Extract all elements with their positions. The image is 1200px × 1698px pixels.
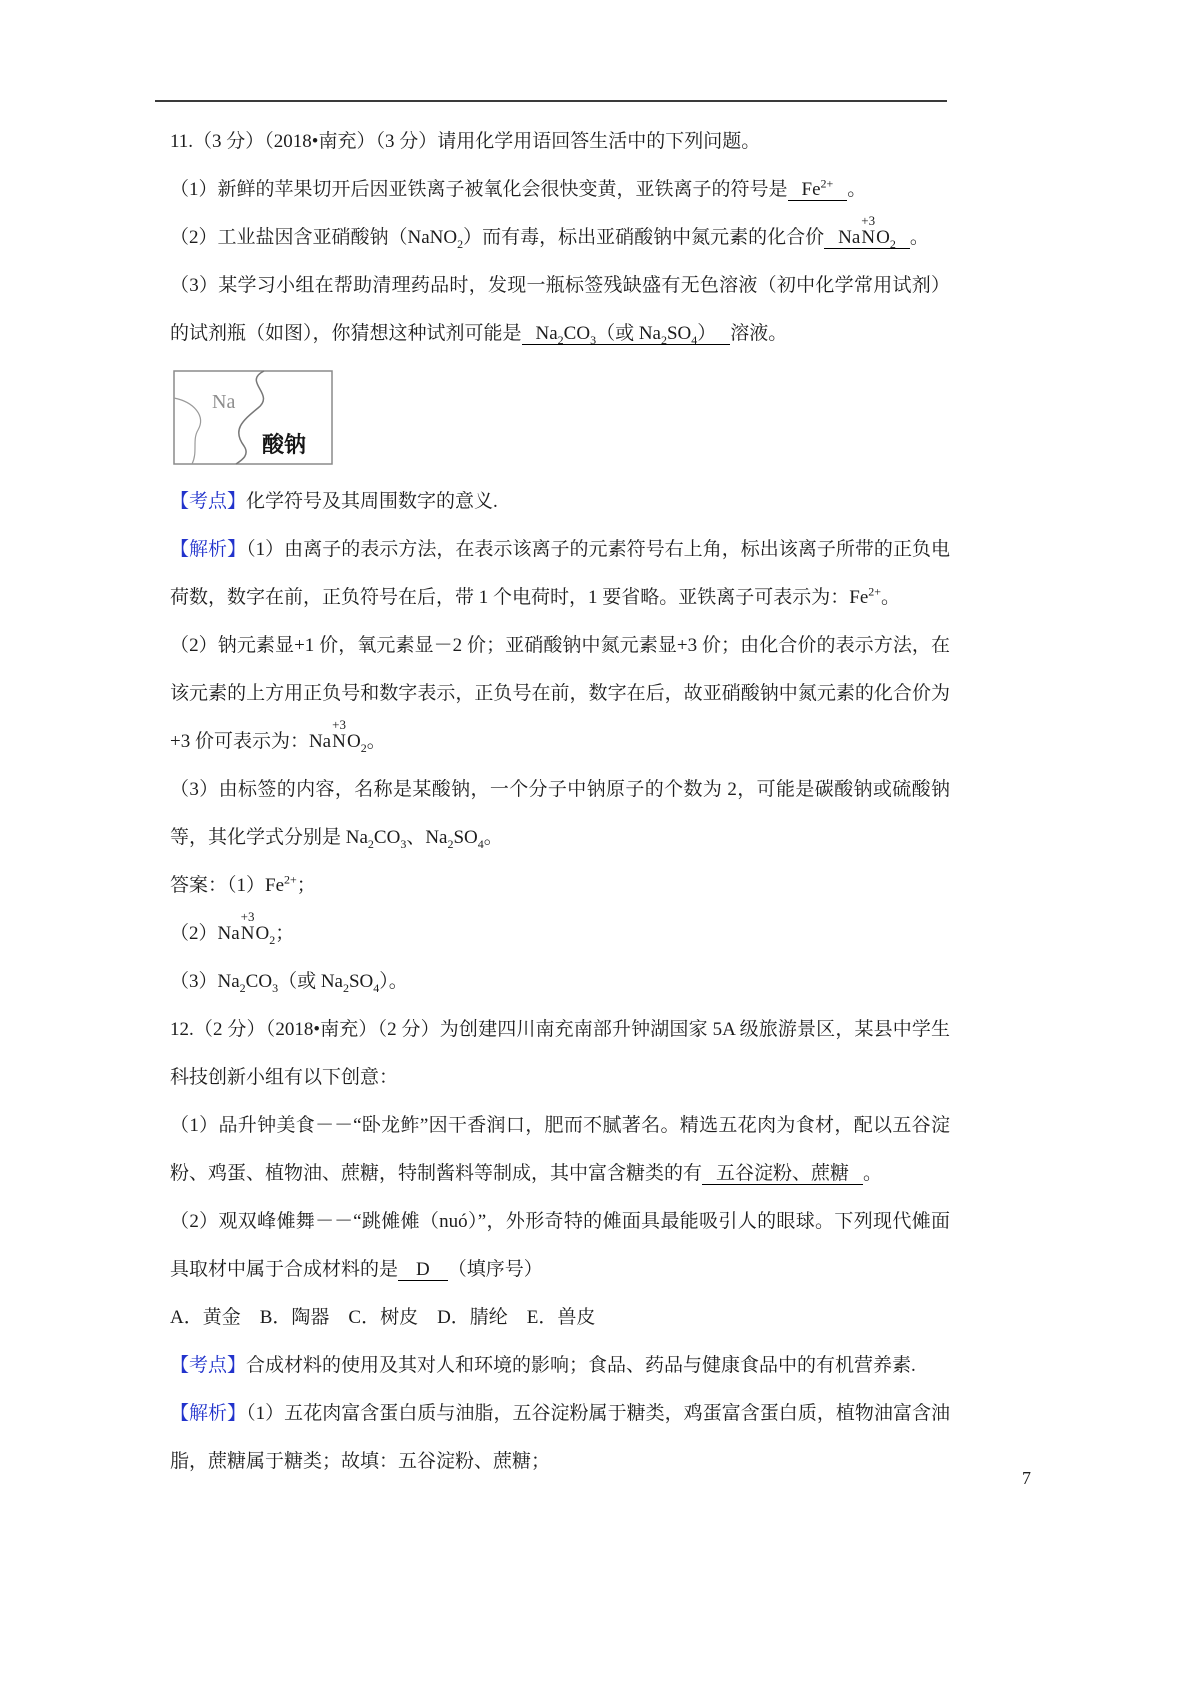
text-run: （3）某学习小组在帮助清理药品时，发现一瓶标签残缺盛有无色溶液（初中化学常用试剂）的试剂瓶（如图），你猜想这种试剂可能是 bbox=[170, 275, 950, 344]
q11-item3 bbox=[170, 262, 950, 358]
q11-jiexi-1 bbox=[170, 526, 950, 622]
text-run: 合成材料的使用及其对人和环境的影响；食品、药品与健康食品中的有机营养素. bbox=[246, 1355, 916, 1376]
text-run: （1）五花肉富含蛋白质与油脂，五谷淀粉属于糖类，鸡蛋富含蛋白质，植物油富含油脂，蔗糖属于糖类；故填：五谷淀粉、蔗糖； bbox=[170, 1403, 950, 1472]
answer-blank bbox=[398, 1259, 448, 1281]
chem-formula: CO bbox=[245, 971, 273, 992]
subscript: 2 bbox=[457, 236, 464, 251]
element-symbol: N bbox=[332, 731, 346, 752]
subscript: 3 bbox=[590, 332, 597, 347]
chem-formula: CO bbox=[563, 323, 591, 344]
chem-formula: （或 Na bbox=[278, 971, 343, 992]
answer-text: D bbox=[416, 1259, 430, 1280]
text-run: （填序号） bbox=[447, 1259, 543, 1280]
chem-formula: SO bbox=[453, 827, 478, 848]
subscript: 4 bbox=[373, 980, 380, 995]
q12-item2 bbox=[170, 1198, 950, 1294]
reagent-label-figure bbox=[172, 368, 950, 472]
q11-jiexi-3 bbox=[170, 766, 950, 862]
subscript: 4 bbox=[477, 836, 484, 851]
subscript: 2 bbox=[342, 980, 349, 995]
chem-formula: 、Na bbox=[406, 827, 448, 848]
text-run: （1）新鲜的苹果切开后因亚铁离子被氧化会很快变黄，亚铁离子的符号是 bbox=[170, 179, 788, 200]
text-run: （1）由离子的表示方法，在表示该离子的元素符号右上角，标出该离子所带的正负电荷数，数字在前，正负符号在后，带 1 个电荷时，1 要省略。亚铁离子可表示为：Fe bbox=[170, 539, 950, 608]
chem-formula: SO bbox=[666, 323, 692, 344]
valence-value: +3 bbox=[240, 909, 255, 925]
subscript: 2 bbox=[269, 932, 276, 947]
chem-formula: O bbox=[876, 227, 890, 248]
answer-text: 五谷淀粉、蔗糖 bbox=[716, 1163, 850, 1184]
text-run: ； bbox=[296, 875, 316, 896]
q12-options: A．黄金 B．陶器 C．树皮 D．腈纶 E．兽皮 bbox=[170, 1307, 596, 1328]
text-run: 化学符号及其周围数字的意义. bbox=[246, 491, 498, 512]
header-rule bbox=[155, 100, 947, 102]
q11-kaodian bbox=[170, 478, 950, 526]
subscript: 2 bbox=[889, 236, 896, 251]
subscript: 2 bbox=[367, 836, 374, 851]
jiexi-tag: 【解析】 bbox=[170, 1403, 247, 1424]
text-run: （2）Na bbox=[170, 923, 240, 944]
q11-jiexi-2 bbox=[170, 622, 950, 766]
answer-blank bbox=[702, 1163, 863, 1185]
subscript: 2 bbox=[557, 332, 564, 347]
text-run: 。 bbox=[863, 1163, 883, 1184]
answer-blank bbox=[522, 323, 731, 345]
q12-item1 bbox=[170, 1102, 950, 1198]
text-run: （1）品升钟美食－－“卧龙鲊”因干香润口，肥而不腻著名。精选五花肉为食材，配以五谷淀粉、鸡蛋、植物油、蔗糖，特制酱料等制成，其中富含糖类的有 bbox=[170, 1115, 950, 1184]
text-run: 。 bbox=[483, 827, 503, 848]
jiexi-tag: 【解析】 bbox=[170, 539, 247, 560]
q11-item1 bbox=[170, 166, 950, 214]
valence-value: +3 bbox=[861, 213, 876, 229]
subscript: 2 bbox=[660, 332, 667, 347]
text-run: 。 bbox=[847, 179, 867, 200]
chem-formula: O bbox=[346, 731, 361, 752]
q11-answer-1 bbox=[170, 862, 950, 910]
q11-answer-3 bbox=[170, 958, 950, 1006]
chem-formula: Na bbox=[535, 323, 558, 344]
text-run: 。 bbox=[366, 731, 386, 752]
text-run: 答案：（1）Fe bbox=[170, 875, 285, 896]
label-element-text: Na bbox=[212, 391, 236, 413]
label-name-text: 酸钠 bbox=[262, 432, 307, 457]
text-run: （2）工业盐因含亚硝酸钠（NaNO bbox=[170, 227, 458, 248]
element-symbol: N bbox=[861, 227, 876, 248]
superscript: 2+ bbox=[284, 872, 297, 887]
page-number: 7 bbox=[1022, 1468, 1031, 1488]
chem-formula: SO bbox=[348, 971, 374, 992]
kaodian-tag: 【考点】 bbox=[170, 1355, 247, 1376]
text-run: ）。 bbox=[379, 971, 408, 992]
valence-value: +3 bbox=[332, 717, 346, 733]
text-run: （2）钠元素显+1 价，氧元素显－2 价；亚硝酸钠中氮元素显+3 价；由化合价的表示方法，在该元素的上方用正负号和数字表示，正负号在前，数字在后，故亚硝酸钠中氮元素的化合价为+3 价可表示为：Na bbox=[170, 635, 950, 752]
chem-formula: Na bbox=[838, 227, 861, 248]
chem-formula: （或 Na bbox=[596, 323, 661, 344]
chem-formula: ） bbox=[697, 323, 717, 344]
text-run: （2）观双峰傩舞－－“跳傩傩（nuó）”，外形奇特的傩面具最能吸引人的眼球。下列现代傩面具取材中属于合成材料的是 bbox=[170, 1211, 950, 1280]
text-run: ）而有毒，标出亚硝酸钠中氮元素的化合价 bbox=[463, 227, 825, 248]
subscript: 3 bbox=[272, 980, 279, 995]
valence-stack bbox=[241, 910, 255, 944]
answer-blank bbox=[788, 176, 848, 201]
chem-formula: CO bbox=[373, 827, 401, 848]
torn-label-image bbox=[172, 368, 342, 468]
subscript: 4 bbox=[691, 332, 698, 347]
superscript: 2+ bbox=[820, 176, 834, 191]
q11-answer-2 bbox=[170, 910, 950, 958]
q12-stem: 12.（2 分）（2018•南充）（2 分）为创建四川南充南部升钟湖国家 5A 级旅游景区，某县中学生科技创新小组有以下创意： bbox=[170, 1019, 950, 1088]
element-symbol: N bbox=[240, 923, 255, 944]
kaodian-tag: 【考点】 bbox=[170, 491, 247, 512]
subscript: 3 bbox=[400, 836, 407, 851]
superscript: 2+ bbox=[868, 584, 882, 599]
text-run: 。 bbox=[909, 227, 929, 248]
text-run: 。 bbox=[881, 587, 901, 608]
q11-item2 bbox=[170, 214, 950, 262]
text-run: （3）由标签的内容，名称是某酸钠，一个分子中钠原子的个数为 2，可能是碳酸钠或硫酸钠等，其化学式分别是 Na bbox=[170, 779, 950, 848]
text-run: 溶液。 bbox=[730, 323, 788, 344]
answer-blank bbox=[824, 213, 910, 251]
text-run: ； bbox=[275, 923, 295, 944]
q12-kaodian bbox=[170, 1342, 950, 1390]
subscript: 2 bbox=[447, 836, 454, 851]
q12-jiexi bbox=[170, 1390, 950, 1486]
chem-formula: O bbox=[255, 923, 270, 944]
page-content bbox=[170, 118, 950, 1486]
chem-formula: Fe bbox=[801, 179, 821, 200]
valence-stack bbox=[861, 214, 875, 248]
subscript: 2 bbox=[239, 980, 246, 995]
text-run: （3）Na bbox=[170, 971, 240, 992]
subscript: 2 bbox=[360, 740, 367, 755]
q11-stem: 11.（3 分）（2018•南充）（3 分）请用化学用语回答生活中的下列问题。 bbox=[170, 131, 761, 152]
valence-stack bbox=[332, 718, 346, 752]
